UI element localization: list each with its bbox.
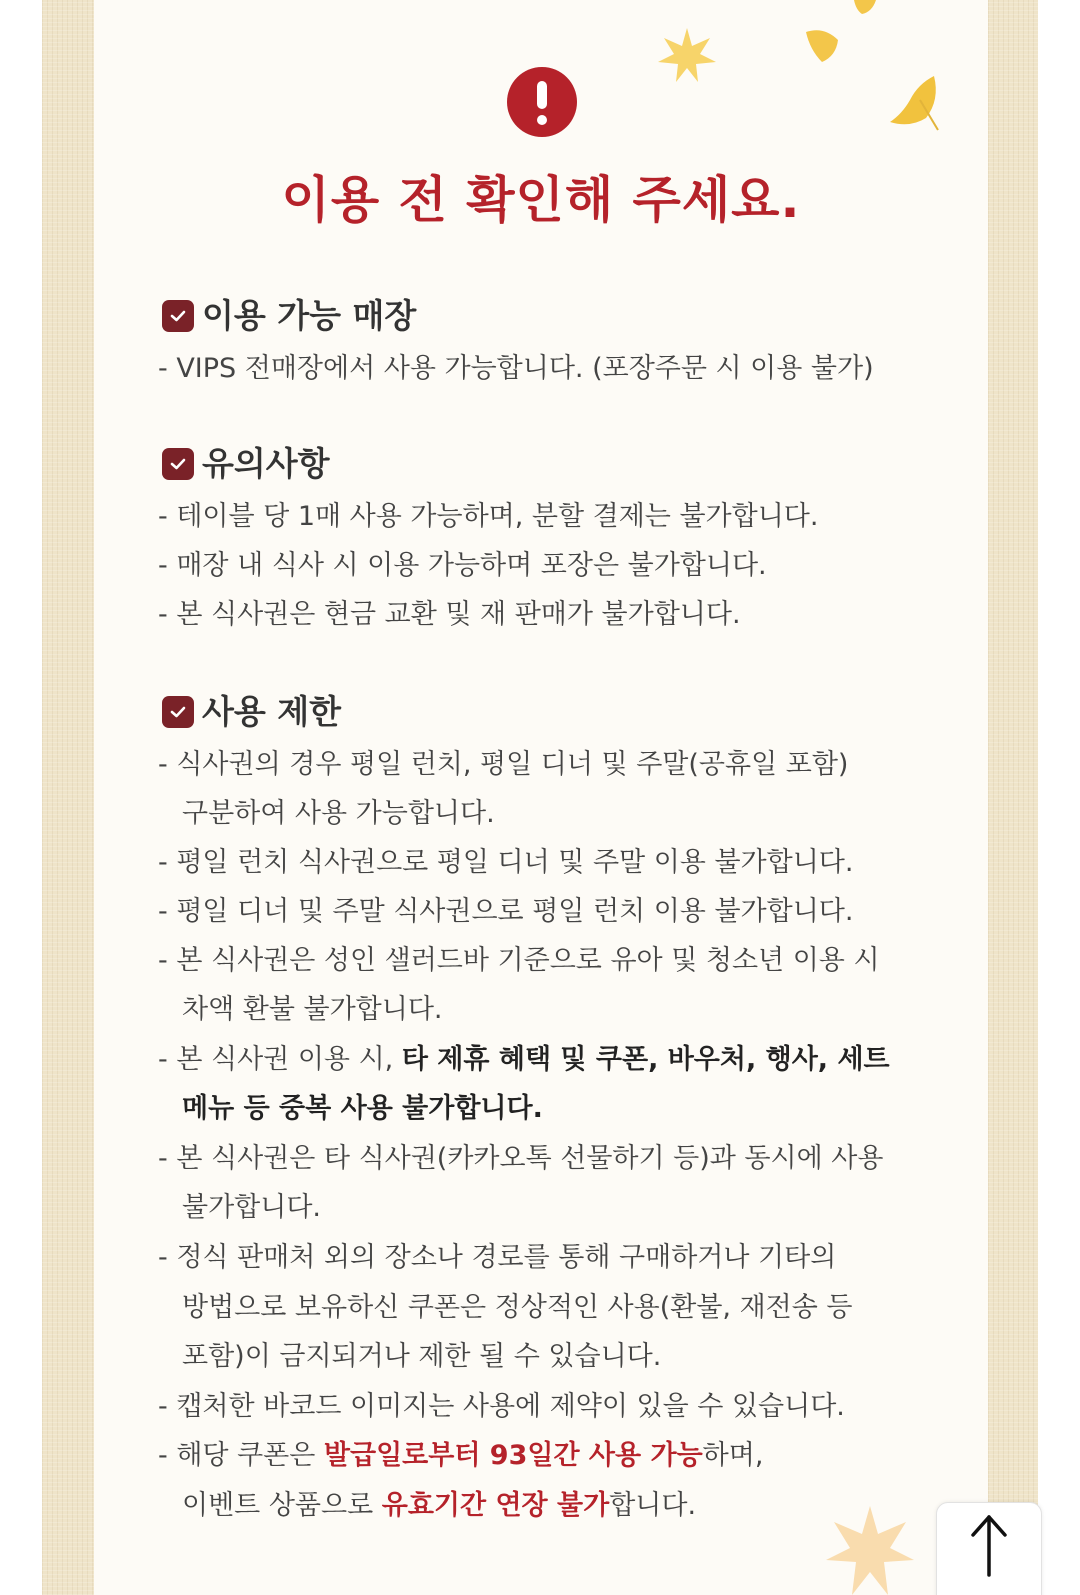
arrow-up-icon xyxy=(937,1503,1041,1593)
notice-line: - 본 식사권은 타 식사권(카카오톡 선물하기 등)과 동시에 사용 xyxy=(158,1143,884,1174)
section-heading-available-stores xyxy=(162,296,416,336)
section-heading-label: 이용 가능 매장 xyxy=(202,296,417,335)
notice-text: 합니다. xyxy=(609,1490,697,1521)
notice-line: - 매장 내 식사 시 이용 가능하며 포장은 불가합니다. xyxy=(158,550,767,581)
notice-line xyxy=(158,1043,890,1077)
notice-line-continued xyxy=(182,1489,696,1523)
notice-line: - 본 식사권은 현금 교환 및 재 판매가 불가합니다. xyxy=(158,599,741,630)
notice-line: - 정식 판매처 외의 장소나 경로를 통해 구매하거나 기타의 xyxy=(158,1242,837,1273)
notice-line-continued: 불가합니다. xyxy=(182,1192,321,1223)
notice-line: - VIPS 전매장에서 사용 가능합니다. (포장주문 시 이용 불가) xyxy=(158,353,874,384)
background-texture-left xyxy=(42,0,94,1595)
ginkgo-leaf-icon xyxy=(802,26,842,66)
notice-text: - 해당 쿠폰은 xyxy=(158,1440,324,1471)
checkbox-checked-icon xyxy=(162,696,194,728)
notice-line-continued: 차액 환불 불가합니다. xyxy=(182,994,443,1025)
section-heading-label: 사용 제한 xyxy=(202,692,342,731)
notice-text: 이벤트 상품으로 xyxy=(182,1490,382,1521)
exclamation-circle-icon xyxy=(507,67,577,137)
notice-line: - 본 식사권은 성인 샐러드바 기준으로 유아 및 청소년 이용 시 xyxy=(158,945,880,976)
maple-leaf-icon xyxy=(822,1500,918,1595)
notice-line xyxy=(158,1439,763,1473)
notice-text-highlight: 발급일로부터 93일간 사용 가능 xyxy=(323,1440,703,1471)
page-title: 이용 전 확인해 주세요. xyxy=(281,171,801,229)
notice-line-continued-bold: 메뉴 등 중복 사용 불가합니다. xyxy=(182,1093,543,1124)
checkbox-checked-icon xyxy=(162,300,194,332)
section-heading-label: 유의사항 xyxy=(202,444,330,483)
section-heading-usage-restrictions xyxy=(162,692,341,732)
notice-line: - 식사권의 경우 평일 런치, 평일 디너 및 주말(공휴일 포함) xyxy=(158,749,849,780)
ginkgo-leaf-icon xyxy=(850,0,880,16)
notice-line: - 캡처한 바코드 이미지는 사용에 제약이 있을 수 있습니다. xyxy=(158,1391,845,1422)
section-heading-precautions xyxy=(162,444,330,484)
notice-text: - 본 식사권 이용 시, xyxy=(158,1044,402,1075)
notice-line-continued: 방법으로 보유하신 쿠폰은 정상적인 사용(환불, 재전송 등 xyxy=(182,1292,853,1323)
checkbox-checked-icon xyxy=(162,448,194,480)
notice-text-bold: 타 제휴 혜택 및 쿠폰, 바우처, 행사, 세트 xyxy=(401,1044,890,1075)
ginkgo-leaf-icon xyxy=(880,70,942,132)
notice-text: 하며, xyxy=(702,1440,764,1471)
notice-line-continued: 구분하여 사용 가능합니다. xyxy=(182,798,495,829)
maple-leaf-icon xyxy=(656,26,718,84)
notice-line-continued: 포함)이 금지되거나 제한 될 수 있습니다. xyxy=(182,1341,662,1372)
notice-line: - 평일 런치 식사권으로 평일 디너 및 주말 이용 불가합니다. xyxy=(158,847,854,878)
notice-text-highlight: 유효기간 연장 불가 xyxy=(381,1490,610,1521)
background-texture-right xyxy=(988,0,1038,1595)
scroll-to-top-button[interactable] xyxy=(936,1502,1042,1595)
notice-line: - 평일 디너 및 주말 식사권으로 평일 런치 이용 불가합니다. xyxy=(158,896,854,927)
notice-line: - 테이블 당 1매 사용 가능하며, 분할 결제는 불가합니다. xyxy=(158,501,819,532)
